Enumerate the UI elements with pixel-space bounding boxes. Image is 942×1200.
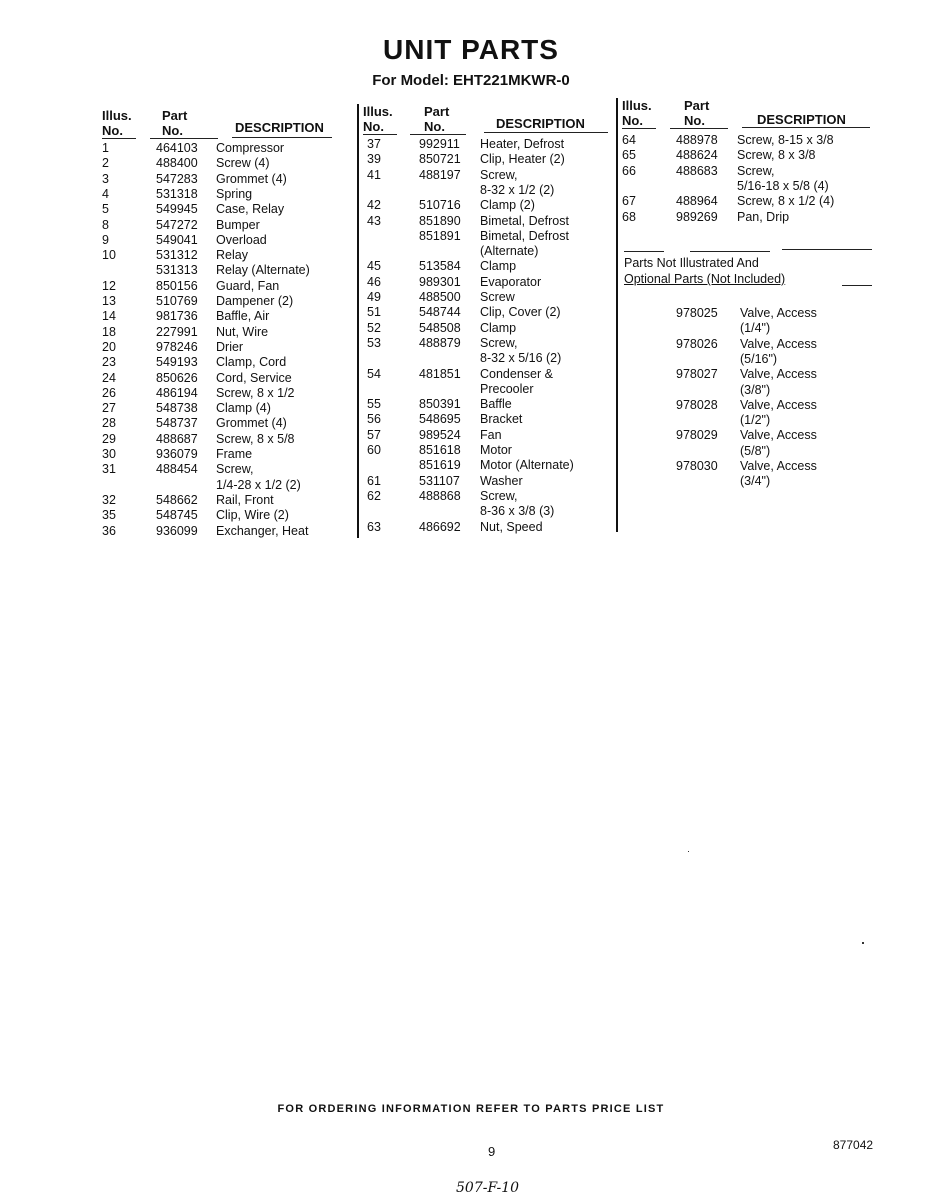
part-description: Screw, 8 x 3/8 (737, 148, 816, 163)
illus-number: 10 (102, 248, 116, 263)
col3-desc-rule (742, 127, 870, 128)
part-number: 978027 (676, 367, 718, 382)
part-number: 488868 (419, 488, 461, 503)
part-number: 531312 (156, 248, 198, 263)
part-number: 548737 (156, 416, 198, 431)
illus-number: 27 (102, 401, 116, 416)
part-description: Screw (480, 290, 515, 304)
col1-illus-header (102, 108, 132, 138)
part-description: Screw, (480, 167, 518, 182)
part-row (367, 290, 615, 305)
part-row (102, 493, 352, 508)
part-description: Valve, Access (740, 367, 817, 382)
part-row (102, 462, 352, 477)
part-description: Dampener (2) (216, 294, 294, 308)
part-number: 936079 (156, 447, 198, 461)
part-row (367, 214, 615, 229)
part-number: 978246 (156, 339, 198, 354)
illus-header-bottom: No. (102, 123, 123, 138)
part-description: 8-36 x 3/8 (3) (480, 504, 555, 519)
column-divider-2 (616, 98, 618, 532)
part-header-top: Part (424, 104, 450, 119)
part-row (676, 321, 876, 336)
part-number: 978028 (676, 397, 718, 412)
part-row (102, 156, 352, 171)
illus-number: 4 (102, 186, 109, 201)
col1-desc-header: DESCRIPTION (235, 120, 324, 135)
illus-number: 1 (102, 141, 109, 155)
part-description: 8-32 x 1/2 (2) (480, 182, 555, 197)
part-row (102, 386, 352, 401)
part-row (102, 187, 352, 202)
part-row (102, 263, 352, 278)
part-number: 989301 (419, 274, 461, 289)
part-description: Valve, Access (740, 336, 817, 351)
part-description: Screw, 8-15 x 3/8 (737, 133, 834, 147)
part-row (367, 168, 615, 183)
part-description: Clamp (480, 320, 517, 335)
col1-illus-rule (102, 138, 136, 139)
illus-number: 49 (367, 290, 381, 304)
part-row (102, 355, 352, 370)
part-number: 513584 (419, 259, 461, 274)
part-description: Evaporator (480, 274, 542, 289)
illus-number: 2 (102, 156, 109, 171)
part-number: 510716 (419, 198, 461, 213)
part-row (102, 248, 352, 263)
part-row (367, 321, 615, 336)
part-row (367, 229, 615, 244)
part-row (367, 259, 615, 274)
part-description: Valve, Access (740, 397, 817, 412)
part-row (102, 279, 352, 294)
illus-number: 65 (622, 148, 636, 163)
note-rule-mid (690, 251, 770, 252)
part-number: 481851 (419, 366, 461, 381)
part-description: Nut, Wire (216, 324, 269, 339)
part-row (102, 325, 352, 340)
illus-number: 9 (102, 232, 109, 247)
part-row (622, 194, 872, 209)
part-number: 850391 (419, 397, 461, 412)
col3-part-header (684, 98, 709, 128)
part-description: (5/8") (740, 443, 771, 458)
illus-number: 67 (622, 194, 636, 209)
part-number: 850721 (419, 152, 461, 167)
part-description: (3/4") (740, 474, 771, 489)
part-number: 488683 (676, 163, 718, 178)
model-subtitle: For Model: EHT221MKWR-0 (372, 72, 570, 89)
note-rule-right (782, 249, 872, 250)
part-row (367, 137, 615, 152)
part-description: Screw, (480, 488, 518, 503)
col2-illus-rule (363, 134, 397, 135)
part-description: Heater, Defrost (480, 137, 565, 151)
part-row (367, 489, 615, 504)
illus-number: 45 (367, 259, 381, 274)
illus-header-top: Illus. (363, 104, 393, 119)
part-number: 547283 (156, 171, 198, 186)
part-number: 548745 (156, 508, 198, 523)
part-number: 488500 (419, 290, 461, 304)
part-row (367, 458, 615, 473)
part-row (367, 428, 615, 443)
part-description: Screw, (216, 462, 254, 477)
col3-illus-rule (622, 128, 656, 129)
part-row (367, 275, 615, 290)
part-row (622, 164, 872, 179)
part-number: 548695 (419, 412, 461, 427)
scan-speck (862, 942, 864, 944)
illus-number: 37 (367, 137, 381, 151)
part-number: 488978 (676, 133, 718, 147)
part-description: Washer (480, 473, 523, 488)
illus-number: 28 (102, 416, 116, 431)
part-description: Case, Relay (216, 202, 285, 217)
part-row (676, 459, 876, 474)
part-row (676, 428, 876, 443)
illus-number: 46 (367, 274, 381, 289)
part-description: Clamp (480, 259, 517, 274)
part-description: Valve, Access (740, 428, 817, 443)
part-header-top: Part (162, 108, 188, 123)
illus-number: 5 (102, 202, 109, 217)
part-number: 851891 (419, 228, 461, 243)
part-number: 548662 (156, 492, 198, 507)
illus-number: 26 (102, 385, 116, 400)
note-rule-left (624, 251, 664, 252)
part-row (102, 309, 352, 324)
part-description: Grommet (4) (216, 171, 287, 186)
note-line-1: Parts Not Illustrated And (624, 256, 759, 270)
part-number: 488197 (419, 167, 461, 182)
part-number: 488454 (156, 462, 198, 477)
illus-header-top: Illus. (102, 108, 132, 123)
part-description: 5/16-18 x 5/8 (4) (737, 178, 829, 193)
part-description: (5/16") (740, 351, 778, 366)
part-description: (1/4") (740, 321, 771, 336)
part-row (102, 416, 352, 431)
part-number: 978030 (676, 459, 718, 473)
part-number: 549041 (156, 232, 198, 247)
part-description: (Alternate) (480, 244, 539, 259)
part-number: 992911 (419, 137, 460, 151)
part-description: (1/2") (740, 413, 771, 428)
part-row (367, 336, 615, 351)
illus-number: 52 (367, 320, 381, 335)
part-description: Drier (216, 339, 244, 354)
page-number: 9 (488, 1144, 496, 1159)
part-row (102, 294, 352, 309)
part-row (367, 152, 615, 167)
part-description: Spring (216, 186, 253, 201)
illus-number: 31 (102, 462, 116, 477)
note-rule-trailing (842, 285, 872, 286)
part-row (622, 210, 872, 225)
column-divider-1 (357, 104, 359, 538)
part-row (102, 447, 352, 462)
part-number: 547272 (156, 217, 198, 232)
col3-illus-header (622, 98, 652, 128)
part-row (367, 443, 615, 458)
part-row (367, 351, 615, 366)
part-description: Clamp (2) (480, 198, 535, 213)
part-description: Condenser & (480, 366, 553, 381)
part-row (676, 398, 876, 413)
col1-desc-rule (232, 137, 332, 138)
part-description: Bracket (480, 412, 523, 427)
illus-header-bottom: No. (363, 119, 384, 134)
part-description: Valve, Access (740, 459, 817, 473)
part-row (622, 148, 872, 163)
part-row (676, 352, 876, 367)
not-illustrated-note (624, 255, 785, 287)
illus-number: 12 (102, 278, 116, 293)
part-number: 227991 (156, 324, 198, 339)
part-row (367, 474, 615, 489)
part-row (367, 412, 615, 427)
part-row (367, 397, 615, 412)
illus-number: 29 (102, 431, 116, 446)
part-number: 981736 (156, 309, 198, 324)
part-description: 1/4-28 x 1/2 (2) (216, 477, 301, 492)
part-row (676, 413, 876, 428)
illus-number: 23 (102, 355, 116, 370)
part-header-bottom: No. (162, 123, 183, 138)
part-row (622, 133, 872, 148)
part-row (676, 474, 876, 489)
part-number: 850156 (156, 278, 198, 293)
part-row (102, 340, 352, 355)
illus-number: 55 (367, 397, 381, 412)
part-number: 978029 (676, 428, 718, 443)
part-description: Bumper (216, 217, 260, 232)
part-number: 989524 (419, 427, 461, 442)
part-number: 548744 (419, 305, 461, 320)
part-number: 510769 (156, 294, 198, 308)
illus-number: 43 (367, 213, 381, 228)
part-number: 531318 (156, 186, 198, 201)
part-header-bottom: No. (684, 113, 705, 128)
part-row (367, 198, 615, 213)
illus-number: 56 (367, 412, 381, 427)
col2-part-rule (410, 134, 466, 135)
part-description: Valve, Access (740, 306, 817, 320)
part-row (367, 382, 615, 397)
illus-number: 20 (102, 339, 116, 354)
part-number: 488624 (676, 148, 718, 163)
illus-number: 54 (367, 366, 381, 381)
part-number: 851618 (419, 443, 461, 457)
illus-number: 39 (367, 152, 381, 167)
part-description: Pan, Drip (737, 209, 790, 224)
part-row (102, 371, 352, 386)
part-description: Baffle (480, 397, 512, 412)
part-number: 850626 (156, 370, 198, 385)
part-number: 531107 (419, 473, 460, 488)
col2-part-header (424, 104, 449, 134)
col3-part-rule (670, 128, 728, 129)
part-row (102, 141, 352, 156)
col1-part-rule (150, 138, 218, 139)
part-description: Compressor (216, 141, 285, 155)
illus-number: 3 (102, 171, 109, 186)
part-header-top: Part (684, 98, 710, 113)
illus-number: 41 (367, 167, 381, 182)
part-description: Clip, Wire (2) (216, 508, 289, 523)
part-number: 549945 (156, 202, 198, 217)
illus-header-top: Illus. (622, 98, 652, 113)
col2-desc-header: DESCRIPTION (496, 116, 585, 131)
part-number: 531313 (156, 263, 198, 278)
part-description: Screw, 8 x 5/8 (216, 431, 295, 446)
illus-number: 53 (367, 335, 381, 350)
part-description: Screw (4) (216, 156, 270, 171)
part-description: Screw, 8 x 1/2 (4) (737, 194, 835, 209)
illus-number: 63 (367, 519, 381, 534)
document-number: 877042 (833, 1138, 874, 1152)
part-row (676, 367, 876, 382)
part-row (367, 244, 615, 259)
part-description: Bimetal, Defrost (480, 228, 569, 243)
col1-part-header (162, 108, 187, 138)
part-number: 488879 (419, 335, 461, 350)
illus-number: 62 (367, 488, 381, 503)
part-row (102, 218, 352, 233)
part-description: Screw, 8 x 1/2 (216, 385, 295, 400)
part-row (676, 444, 876, 459)
part-row (367, 367, 615, 382)
note-line-2: Optional Parts (Not Included) (624, 272, 786, 286)
illus-number: 51 (367, 305, 381, 320)
illus-number: 14 (102, 309, 116, 324)
part-description: Clamp (4) (216, 401, 271, 416)
part-number: 978025 (676, 306, 718, 320)
scan-speck (688, 851, 689, 852)
illus-number: 32 (102, 492, 116, 507)
illus-number: 36 (102, 523, 116, 538)
illus-number: 8 (102, 217, 109, 232)
part-description: Precooler (480, 381, 534, 396)
part-description: Nut, Speed (480, 519, 543, 534)
illus-number: 60 (367, 443, 381, 457)
part-row (102, 233, 352, 248)
col2-illus-header (363, 104, 393, 134)
part-description: Clip, Cover (2) (480, 305, 561, 320)
part-row (367, 504, 615, 519)
part-row (367, 305, 615, 320)
part-row (102, 508, 352, 523)
part-number: 851619 (419, 458, 461, 473)
part-row (622, 179, 872, 194)
part-description: Relay (216, 248, 248, 263)
part-description: Guard, Fan (216, 278, 280, 293)
illus-number: 64 (622, 133, 636, 147)
part-description: Motor (480, 443, 512, 457)
part-number: 549193 (156, 355, 198, 370)
illus-number: 57 (367, 427, 381, 442)
illus-number: 24 (102, 370, 116, 385)
part-description: Screw, (480, 335, 518, 350)
part-number: 978026 (676, 336, 718, 351)
illus-number: 61 (367, 473, 381, 488)
part-row (102, 478, 352, 493)
page-title: UNIT PARTS (383, 34, 559, 65)
illus-number: 18 (102, 324, 116, 339)
part-row (367, 520, 615, 535)
illus-number: 35 (102, 508, 116, 523)
part-number: 464103 (156, 141, 198, 155)
part-description: Cord, Service (216, 370, 292, 385)
part-number: 548738 (156, 401, 198, 416)
ordering-info-footer: FOR ORDERING INFORMATION REFER TO PARTS PRICE LIST (277, 1103, 665, 1115)
illus-number: 13 (102, 294, 116, 308)
part-number: 851890 (419, 213, 461, 228)
col2-desc-rule (484, 132, 608, 133)
part-description: Grommet (4) (216, 416, 287, 431)
part-row (102, 401, 352, 416)
part-number: 486692 (419, 519, 461, 534)
part-number: 488687 (156, 431, 198, 446)
handwritten-note: 507-F-10 (456, 1180, 520, 1196)
part-description: 8-32 x 5/16 (2) (480, 351, 562, 366)
illus-number: 66 (622, 163, 636, 178)
part-row (102, 172, 352, 187)
part-number: 488964 (676, 194, 718, 209)
part-description: Bimetal, Defrost (480, 213, 569, 228)
part-row (102, 202, 352, 217)
part-description: Clamp, Cord (216, 355, 287, 370)
part-row (367, 183, 615, 198)
part-description: Rail, Front (216, 492, 274, 507)
illus-number: 68 (622, 209, 636, 224)
part-description: Screw, (737, 163, 775, 178)
part-description: Relay (Alternate) (216, 263, 310, 278)
part-description: Overload (216, 232, 267, 247)
illus-number: 30 (102, 447, 116, 461)
part-description: Clip, Heater (2) (480, 152, 565, 167)
part-description: Exchanger, Heat (216, 523, 309, 538)
part-number: 989269 (676, 209, 718, 224)
part-row (102, 524, 352, 539)
part-description: Baffle, Air (216, 309, 270, 324)
col3-desc-header: DESCRIPTION (757, 112, 846, 127)
part-number: 936099 (156, 523, 198, 538)
part-description: Motor (Alternate) (480, 458, 574, 473)
part-number: 486194 (156, 385, 198, 400)
part-row (676, 337, 876, 352)
part-header-bottom: No. (424, 119, 445, 134)
illus-number: 42 (367, 198, 381, 213)
illus-header-bottom: No. (622, 113, 643, 128)
part-number: 488400 (156, 156, 198, 171)
part-number: 548508 (419, 320, 461, 335)
part-description: Fan (480, 427, 502, 442)
part-row (102, 432, 352, 447)
part-row (676, 383, 876, 398)
part-description: (3/8") (740, 382, 771, 397)
part-description: Frame (216, 447, 253, 461)
part-row (676, 306, 876, 321)
